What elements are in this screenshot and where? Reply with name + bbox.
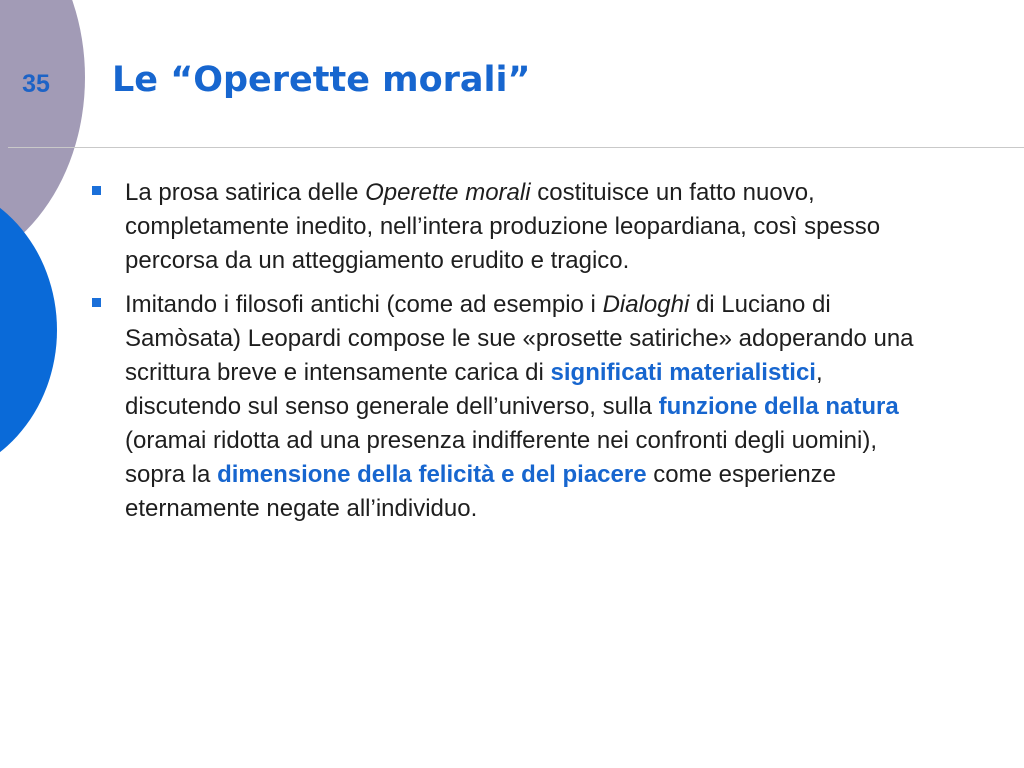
bullet-text bbox=[125, 179, 880, 274]
italic-work-title: Dialoghi bbox=[602, 291, 690, 318]
text-run: Imitando i filosofi antichi (come ad esempio i bbox=[125, 291, 603, 318]
square-bullet-icon bbox=[92, 298, 101, 307]
square-bullet-icon bbox=[92, 186, 101, 195]
highlight-term: dimensione della felicità e del piacere bbox=[217, 461, 647, 488]
bullet-list bbox=[92, 176, 922, 536]
text-run: La prosa satirica delle bbox=[125, 179, 366, 206]
text-run: (oramai ridotta ad una presenza indifferente nei confronti degli uomini), sopra la bbox=[125, 427, 877, 488]
text-run: costituisce un fatto nuovo, completamente inedito, nell’intera produzione leopardiana, così spesso percorsa da un atteggiamento erudito e tragico. bbox=[125, 179, 881, 274]
text-run: di Luciano di Samòsata) Leopardi compose le sue «prosette satiriche» adoperando una scrittura breve e intensamente carica di bbox=[125, 291, 914, 386]
bullet-item-filosofi-antichi bbox=[92, 288, 922, 526]
highlight-term: funzione della natura bbox=[658, 393, 899, 420]
title-divider bbox=[8, 147, 1024, 148]
bullet-item-prosa-satirica bbox=[92, 176, 922, 278]
text-run: , discutendo sul senso generale dell’universo, sulla bbox=[125, 359, 823, 420]
text-run: come esperienze eternamente negate all’individuo. bbox=[125, 461, 837, 522]
slide-number: 35 bbox=[22, 70, 50, 98]
slide-title: Le “Operette morali” bbox=[112, 60, 531, 100]
italic-work-title: Operette morali bbox=[365, 179, 531, 206]
highlight-term: significati materialistici bbox=[550, 359, 816, 386]
bullet-text bbox=[125, 291, 914, 522]
